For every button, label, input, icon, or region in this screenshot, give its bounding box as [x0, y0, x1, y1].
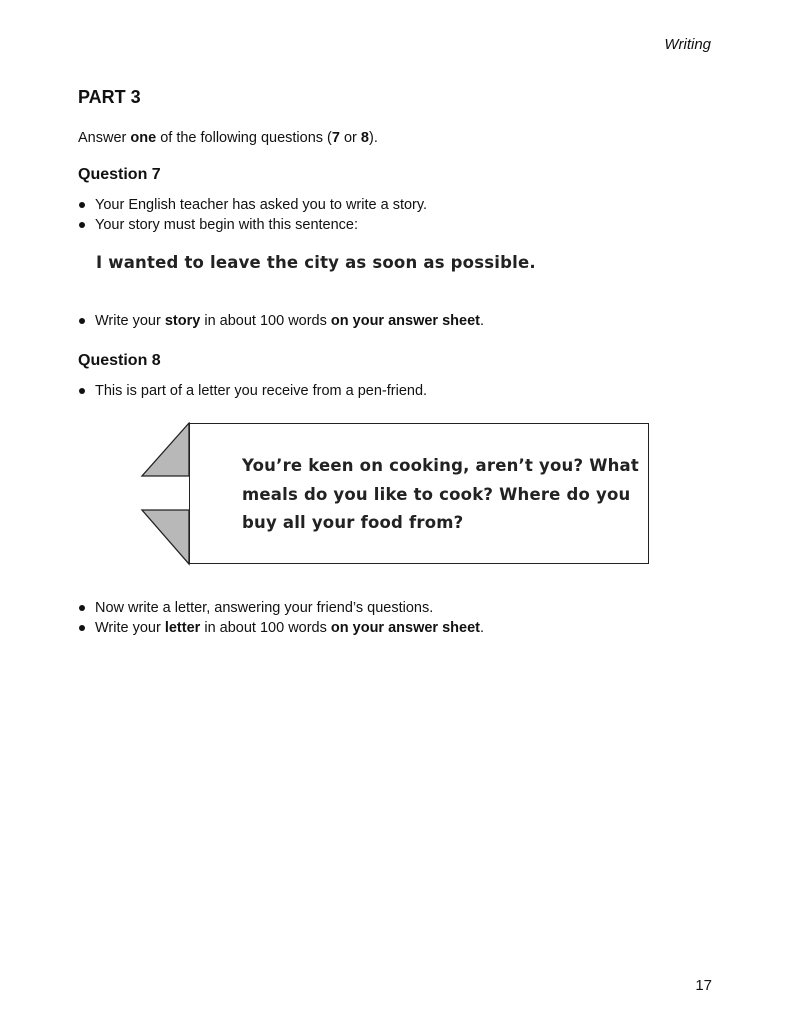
q7-bullet-3-text-e: .	[479, 313, 485, 329]
question-8-bullets	[78, 381, 427, 401]
question-7-title: Question 7	[78, 166, 161, 183]
q7-bullet-3-text-a: Write your	[95, 313, 165, 329]
bullet-icon	[79, 625, 85, 631]
upper-flap-shape	[142, 423, 189, 476]
intro-question-7: 7	[331, 130, 340, 146]
letter-envelope-flap-icon	[140, 422, 192, 568]
list-item	[78, 195, 427, 215]
intro-text-4: ).	[369, 130, 378, 146]
q8-bullet-2-text: Now write a letter, answering your friend’s questions.	[95, 600, 434, 616]
bullet-icon	[79, 222, 85, 228]
q8-bullet-3-text-a: Write your	[95, 620, 165, 636]
intro-text-3: or	[339, 130, 361, 146]
intro-text-1: Answer	[78, 130, 131, 146]
bullet-icon	[79, 605, 85, 611]
list-item	[78, 618, 484, 638]
q8-bullet-1-text: This is part of a letter you receive from a pen-friend.	[95, 383, 428, 399]
q8-bullet-3-text-c: in about 100 words	[200, 620, 331, 636]
question-8-bullets-2	[78, 598, 484, 638]
bullet-icon	[79, 388, 85, 394]
q8-bullet-3-text-e: .	[479, 620, 485, 636]
instructions	[78, 130, 378, 146]
lower-flap-shape	[142, 510, 189, 564]
bullet-icon	[79, 318, 85, 324]
question-8-title: Question 8	[78, 352, 161, 369]
bullet-icon	[79, 202, 85, 208]
intro-text-2: of the following questions (	[156, 130, 332, 146]
q7-bullet-1-text: Your English teacher has asked you to write a story.	[95, 197, 428, 213]
list-item	[78, 381, 427, 401]
pen-friend-letter-text: You’re keen on cooking, aren’t you? What meals do you like to cook? Where do you buy all your food from?	[242, 456, 639, 532]
list-item	[78, 598, 484, 618]
question-7-bullets	[78, 195, 427, 235]
q7-bullet-2-text: Your story must begin with this sentence:	[95, 217, 359, 233]
part-title: PART 3	[78, 87, 141, 107]
q7-bullet-3-text-c: in about 100 words	[200, 313, 331, 329]
story-opening-sentence: I wanted to leave the city as soon as possible.	[96, 253, 536, 272]
q8-bullet-3-answer-sheet: on your answer sheet	[330, 620, 480, 636]
question-7-bullets-2	[78, 311, 484, 331]
intro-emphasis-one: one	[130, 130, 157, 146]
list-item	[78, 311, 484, 331]
q7-bullet-3-story: story	[164, 313, 201, 329]
intro-question-8: 8	[360, 130, 369, 146]
section-header: Writing	[664, 36, 711, 53]
page-number: 17	[695, 977, 712, 994]
q7-bullet-3-answer-sheet: on your answer sheet	[330, 313, 480, 329]
q8-bullet-3-letter: letter	[164, 620, 201, 636]
list-item	[78, 215, 427, 235]
